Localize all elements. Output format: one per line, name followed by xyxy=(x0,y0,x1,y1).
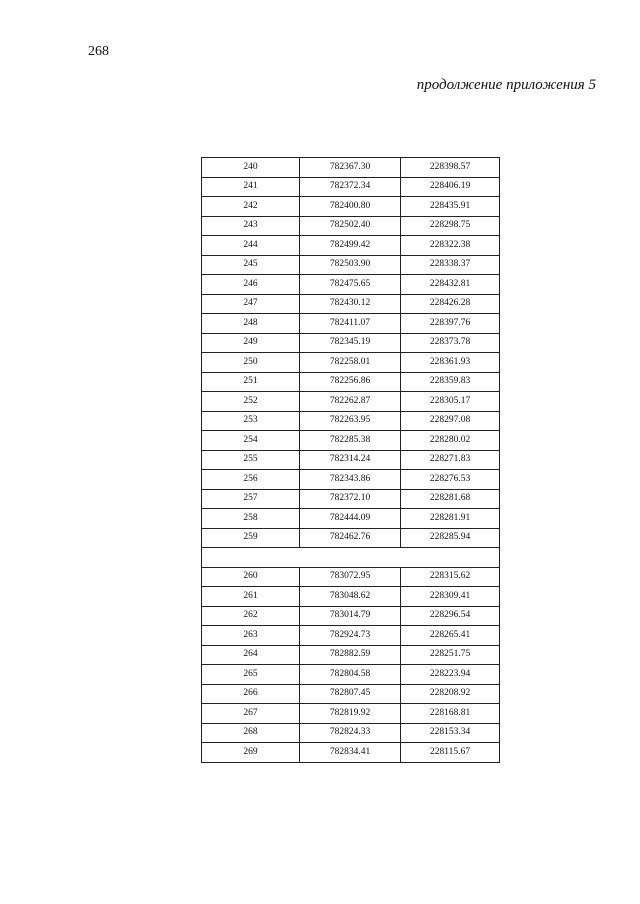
point-number-cell: 266 xyxy=(202,684,300,704)
continuation-heading: продолжение приложения 5 xyxy=(416,77,596,93)
point-number-cell: 258 xyxy=(202,509,300,529)
table-row xyxy=(202,509,500,529)
x-coordinate-cell: 782475.65 xyxy=(300,275,401,295)
point-number-cell: 250 xyxy=(202,353,300,373)
y-coordinate-cell: 228309.41 xyxy=(401,587,500,607)
y-coordinate-cell: 228435.91 xyxy=(401,197,500,217)
table-row xyxy=(202,723,500,743)
x-coordinate-cell: 782314.24 xyxy=(300,450,401,470)
table-row xyxy=(202,275,500,295)
table-row xyxy=(202,567,500,587)
point-number-cell: 268 xyxy=(202,723,300,743)
point-number-cell: 269 xyxy=(202,743,300,763)
x-coordinate-cell: 782882.59 xyxy=(300,645,401,665)
x-coordinate-cell: 782285.38 xyxy=(300,431,401,451)
point-number-cell: 243 xyxy=(202,216,300,236)
table-row xyxy=(202,372,500,392)
y-coordinate-cell: 228285.94 xyxy=(401,528,500,548)
table-row xyxy=(202,645,500,665)
point-number-cell: 256 xyxy=(202,470,300,490)
point-number-cell: 242 xyxy=(202,197,300,217)
point-number-cell: 248 xyxy=(202,314,300,334)
point-number-cell: 245 xyxy=(202,255,300,275)
x-coordinate-cell: 782444.09 xyxy=(300,509,401,529)
x-coordinate-cell: 782503.90 xyxy=(300,255,401,275)
x-coordinate-cell: 782256.86 xyxy=(300,372,401,392)
x-coordinate-cell: 782834.41 xyxy=(300,743,401,763)
x-coordinate-cell: 782372.10 xyxy=(300,489,401,509)
y-coordinate-cell: 228361.93 xyxy=(401,353,500,373)
table-row xyxy=(202,255,500,275)
table-row xyxy=(202,489,500,509)
point-number-cell: 246 xyxy=(202,275,300,295)
table-row xyxy=(202,606,500,626)
table-row xyxy=(202,197,500,217)
point-number-cell: 247 xyxy=(202,294,300,314)
point-number-cell: 263 xyxy=(202,626,300,646)
table-row xyxy=(202,158,500,178)
y-coordinate-cell: 228265.41 xyxy=(401,626,500,646)
point-number-cell: 257 xyxy=(202,489,300,509)
point-number-cell: 253 xyxy=(202,411,300,431)
y-coordinate-cell: 228397.76 xyxy=(401,314,500,334)
x-coordinate-cell: 782804.58 xyxy=(300,665,401,685)
x-coordinate-cell: 782411.07 xyxy=(300,314,401,334)
y-coordinate-cell: 228281.91 xyxy=(401,509,500,529)
table-row xyxy=(202,333,500,353)
table-row xyxy=(202,431,500,451)
table-row xyxy=(202,684,500,704)
table-row xyxy=(202,314,500,334)
x-coordinate-cell: 782807.45 xyxy=(300,684,401,704)
y-coordinate-cell: 228296.54 xyxy=(401,606,500,626)
y-coordinate-cell: 228432.81 xyxy=(401,275,500,295)
x-coordinate-cell: 782824.33 xyxy=(300,723,401,743)
x-coordinate-cell: 782400.80 xyxy=(300,197,401,217)
x-coordinate-cell: 782502.40 xyxy=(300,216,401,236)
y-coordinate-cell: 228426.28 xyxy=(401,294,500,314)
point-number-cell: 260 xyxy=(202,567,300,587)
y-coordinate-cell: 228305.17 xyxy=(401,392,500,412)
y-coordinate-cell: 228115.67 xyxy=(401,743,500,763)
table-spacer-row xyxy=(202,548,500,568)
table-row xyxy=(202,450,500,470)
point-number-cell: 255 xyxy=(202,450,300,470)
x-coordinate-cell: 782462.76 xyxy=(300,528,401,548)
table-row xyxy=(202,392,500,412)
table-row xyxy=(202,743,500,763)
x-coordinate-cell: 782262.87 xyxy=(300,392,401,412)
y-coordinate-cell: 228280.02 xyxy=(401,431,500,451)
empty-separator-cell xyxy=(202,548,500,568)
x-coordinate-cell: 783048.62 xyxy=(300,587,401,607)
y-coordinate-cell: 228373.78 xyxy=(401,333,500,353)
table-row xyxy=(202,353,500,373)
y-coordinate-cell: 228208.92 xyxy=(401,684,500,704)
page-number: 268 xyxy=(88,44,109,59)
y-coordinate-cell: 228223.94 xyxy=(401,665,500,685)
point-number-cell: 241 xyxy=(202,177,300,197)
table-row xyxy=(202,470,500,490)
y-coordinate-cell: 228298.75 xyxy=(401,216,500,236)
y-coordinate-cell: 228406.19 xyxy=(401,177,500,197)
x-coordinate-cell: 782367.30 xyxy=(300,158,401,178)
table-row xyxy=(202,177,500,197)
point-number-cell: 249 xyxy=(202,333,300,353)
y-coordinate-cell: 228281.68 xyxy=(401,489,500,509)
y-coordinate-cell: 228153.34 xyxy=(401,723,500,743)
table-row xyxy=(202,216,500,236)
y-coordinate-cell: 228359.83 xyxy=(401,372,500,392)
x-coordinate-cell: 782372.34 xyxy=(300,177,401,197)
y-coordinate-cell: 228398.57 xyxy=(401,158,500,178)
point-number-cell: 262 xyxy=(202,606,300,626)
x-coordinate-cell: 782343.86 xyxy=(300,470,401,490)
table-row xyxy=(202,587,500,607)
table-row xyxy=(202,665,500,685)
point-number-cell: 267 xyxy=(202,704,300,724)
coordinates-table xyxy=(201,157,500,763)
x-coordinate-cell: 782430.12 xyxy=(300,294,401,314)
table-row xyxy=(202,528,500,548)
y-coordinate-cell: 228251.75 xyxy=(401,645,500,665)
coordinates-table-body xyxy=(202,158,500,763)
y-coordinate-cell: 228297.08 xyxy=(401,411,500,431)
x-coordinate-cell: 782263.95 xyxy=(300,411,401,431)
point-number-cell: 264 xyxy=(202,645,300,665)
x-coordinate-cell: 783014.79 xyxy=(300,606,401,626)
point-number-cell: 259 xyxy=(202,528,300,548)
y-coordinate-cell: 228271.83 xyxy=(401,450,500,470)
table-row xyxy=(202,704,500,724)
table-row xyxy=(202,411,500,431)
table-row xyxy=(202,236,500,256)
y-coordinate-cell: 228338.37 xyxy=(401,255,500,275)
x-coordinate-cell: 782924.73 xyxy=(300,626,401,646)
point-number-cell: 254 xyxy=(202,431,300,451)
y-coordinate-cell: 228276.53 xyxy=(401,470,500,490)
x-coordinate-cell: 782819.92 xyxy=(300,704,401,724)
x-coordinate-cell: 782499.42 xyxy=(300,236,401,256)
point-number-cell: 251 xyxy=(202,372,300,392)
y-coordinate-cell: 228168.81 xyxy=(401,704,500,724)
y-coordinate-cell: 228315.62 xyxy=(401,567,500,587)
x-coordinate-cell: 782345.19 xyxy=(300,333,401,353)
y-coordinate-cell: 228322.38 xyxy=(401,236,500,256)
x-coordinate-cell: 782258.01 xyxy=(300,353,401,373)
point-number-cell: 252 xyxy=(202,392,300,412)
point-number-cell: 265 xyxy=(202,665,300,685)
point-number-cell: 244 xyxy=(202,236,300,256)
point-number-cell: 240 xyxy=(202,158,300,178)
table-row xyxy=(202,626,500,646)
point-number-cell: 261 xyxy=(202,587,300,607)
x-coordinate-cell: 783072.95 xyxy=(300,567,401,587)
table-row xyxy=(202,294,500,314)
